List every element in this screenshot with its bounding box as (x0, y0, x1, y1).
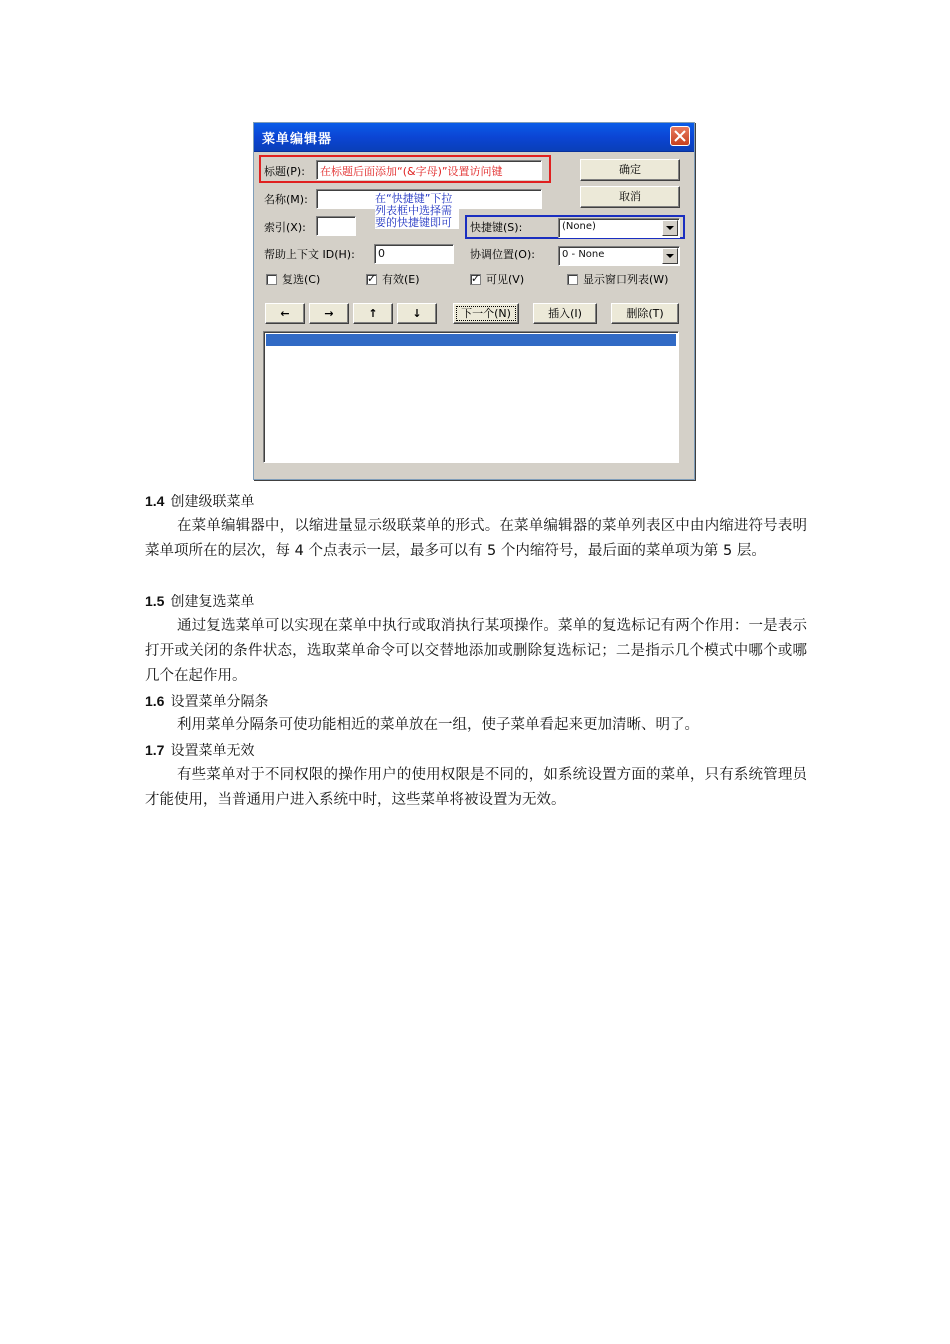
section-number: 1.6 (145, 693, 165, 709)
close-icon (674, 130, 686, 142)
section-number: 1.4 (145, 493, 165, 509)
insert-button[interactable]: 插入(I) (533, 303, 597, 324)
move-up-button[interactable]: ↑ (353, 303, 393, 324)
section-heading (145, 491, 254, 511)
section-heading (145, 691, 268, 711)
dialog-titlebar (254, 123, 694, 152)
help-context-input[interactable] (374, 244, 454, 264)
move-right-button[interactable]: → (309, 303, 349, 324)
selected-list-item[interactable] (266, 334, 676, 346)
chevron-down-icon[interactable] (662, 248, 678, 264)
shortcut-select-value: (None) (562, 221, 596, 232)
section-title: 设置菜单分隔条 (170, 694, 269, 710)
shortcut-label: 快捷键(S): (470, 221, 523, 234)
enabled-label: 有效(E) (382, 273, 420, 286)
move-down-button[interactable]: ↓ (397, 303, 437, 324)
menu-editor-dialog (253, 122, 695, 480)
caption-annotation: 在标题后面添加“(&字母)”设置访问键 (320, 165, 503, 178)
section-paragraph: 在菜单编辑器中，以缩进量显示级联菜单的形式。在菜单编辑器的菜单列表区中由内缩进符号表明菜单项所在的层次，每 4 个点表示一层，最多可以有 5 个内缩符号，最后面的菜单项为第 5 层。 (145, 518, 807, 559)
close-button[interactable] (670, 126, 690, 146)
negotiate-label: 协调位置(O): (470, 248, 535, 261)
window-list-checkbox[interactable] (567, 274, 578, 285)
negotiate-select[interactable] (558, 246, 680, 266)
checked-label: 复选(C) (282, 273, 321, 286)
check-mark-icon: ✓ (471, 272, 481, 285)
help-context-label: 帮助上下文 ID(H): (264, 248, 355, 261)
cancel-button[interactable]: 取消 (580, 186, 680, 208)
section-title: 创建级联菜单 (170, 494, 255, 510)
shortcut-annotation: 在“快捷键”下拉列表框中选择需要的快捷键即可 (375, 193, 459, 229)
index-label: 索引(X): (264, 221, 306, 234)
section-paragraph: 有些菜单对于不同权限的操作用户的使用权限是不同的，如系统设置方面的菜单，只有系统管理员才能使用，当普通用户进入系统中时，这些菜单将被设置为无效。 (145, 767, 807, 808)
ok-button[interactable]: 确定 (580, 159, 680, 181)
index-input[interactable] (316, 216, 356, 236)
section-title: 设置菜单无效 (170, 743, 255, 759)
section-paragraph: 利用菜单分隔条可使功能相近的菜单放在一组，使子菜单看起来更加清晰、明了。 (177, 717, 699, 733)
section-title: 创建复选菜单 (170, 594, 255, 610)
name-label: 名称(M): (264, 193, 308, 206)
menu-items-list[interactable] (263, 331, 679, 463)
section-heading (145, 591, 254, 611)
section-heading (145, 740, 254, 760)
dialog-title: 菜单编辑器 (262, 132, 333, 147)
delete-button[interactable]: 删除(T) (611, 303, 679, 324)
checked-checkbox[interactable] (266, 274, 277, 285)
window-list-label: 显示窗口列表(W) (583, 273, 669, 286)
chevron-down-icon[interactable] (662, 220, 678, 236)
enabled-checkbox[interactable] (366, 274, 377, 285)
negotiate-select-value: 0 - None (562, 249, 605, 260)
section-number: 1.5 (145, 593, 165, 609)
visible-label: 可见(V) (486, 273, 525, 286)
section-paragraph: 通过复选菜单可以实现在菜单中执行或取消执行某项操作。菜单的复选标记有两个作用：一是表示打开或关闭的条件状态，选取菜单命令可以交替地添加或删除复选标记；二是指示几个模式中哪个或哪几个在起作用。 (145, 618, 807, 684)
section-number: 1.7 (145, 742, 165, 758)
help-context-value: 0 (378, 247, 385, 260)
check-mark-icon: ✓ (367, 272, 377, 285)
move-left-button[interactable]: ← (265, 303, 305, 324)
caption-label: 标题(P): (264, 165, 305, 178)
visible-checkbox[interactable] (470, 274, 481, 285)
shortcut-select[interactable] (558, 218, 680, 238)
next-button[interactable]: 下一个(N) (453, 303, 519, 324)
